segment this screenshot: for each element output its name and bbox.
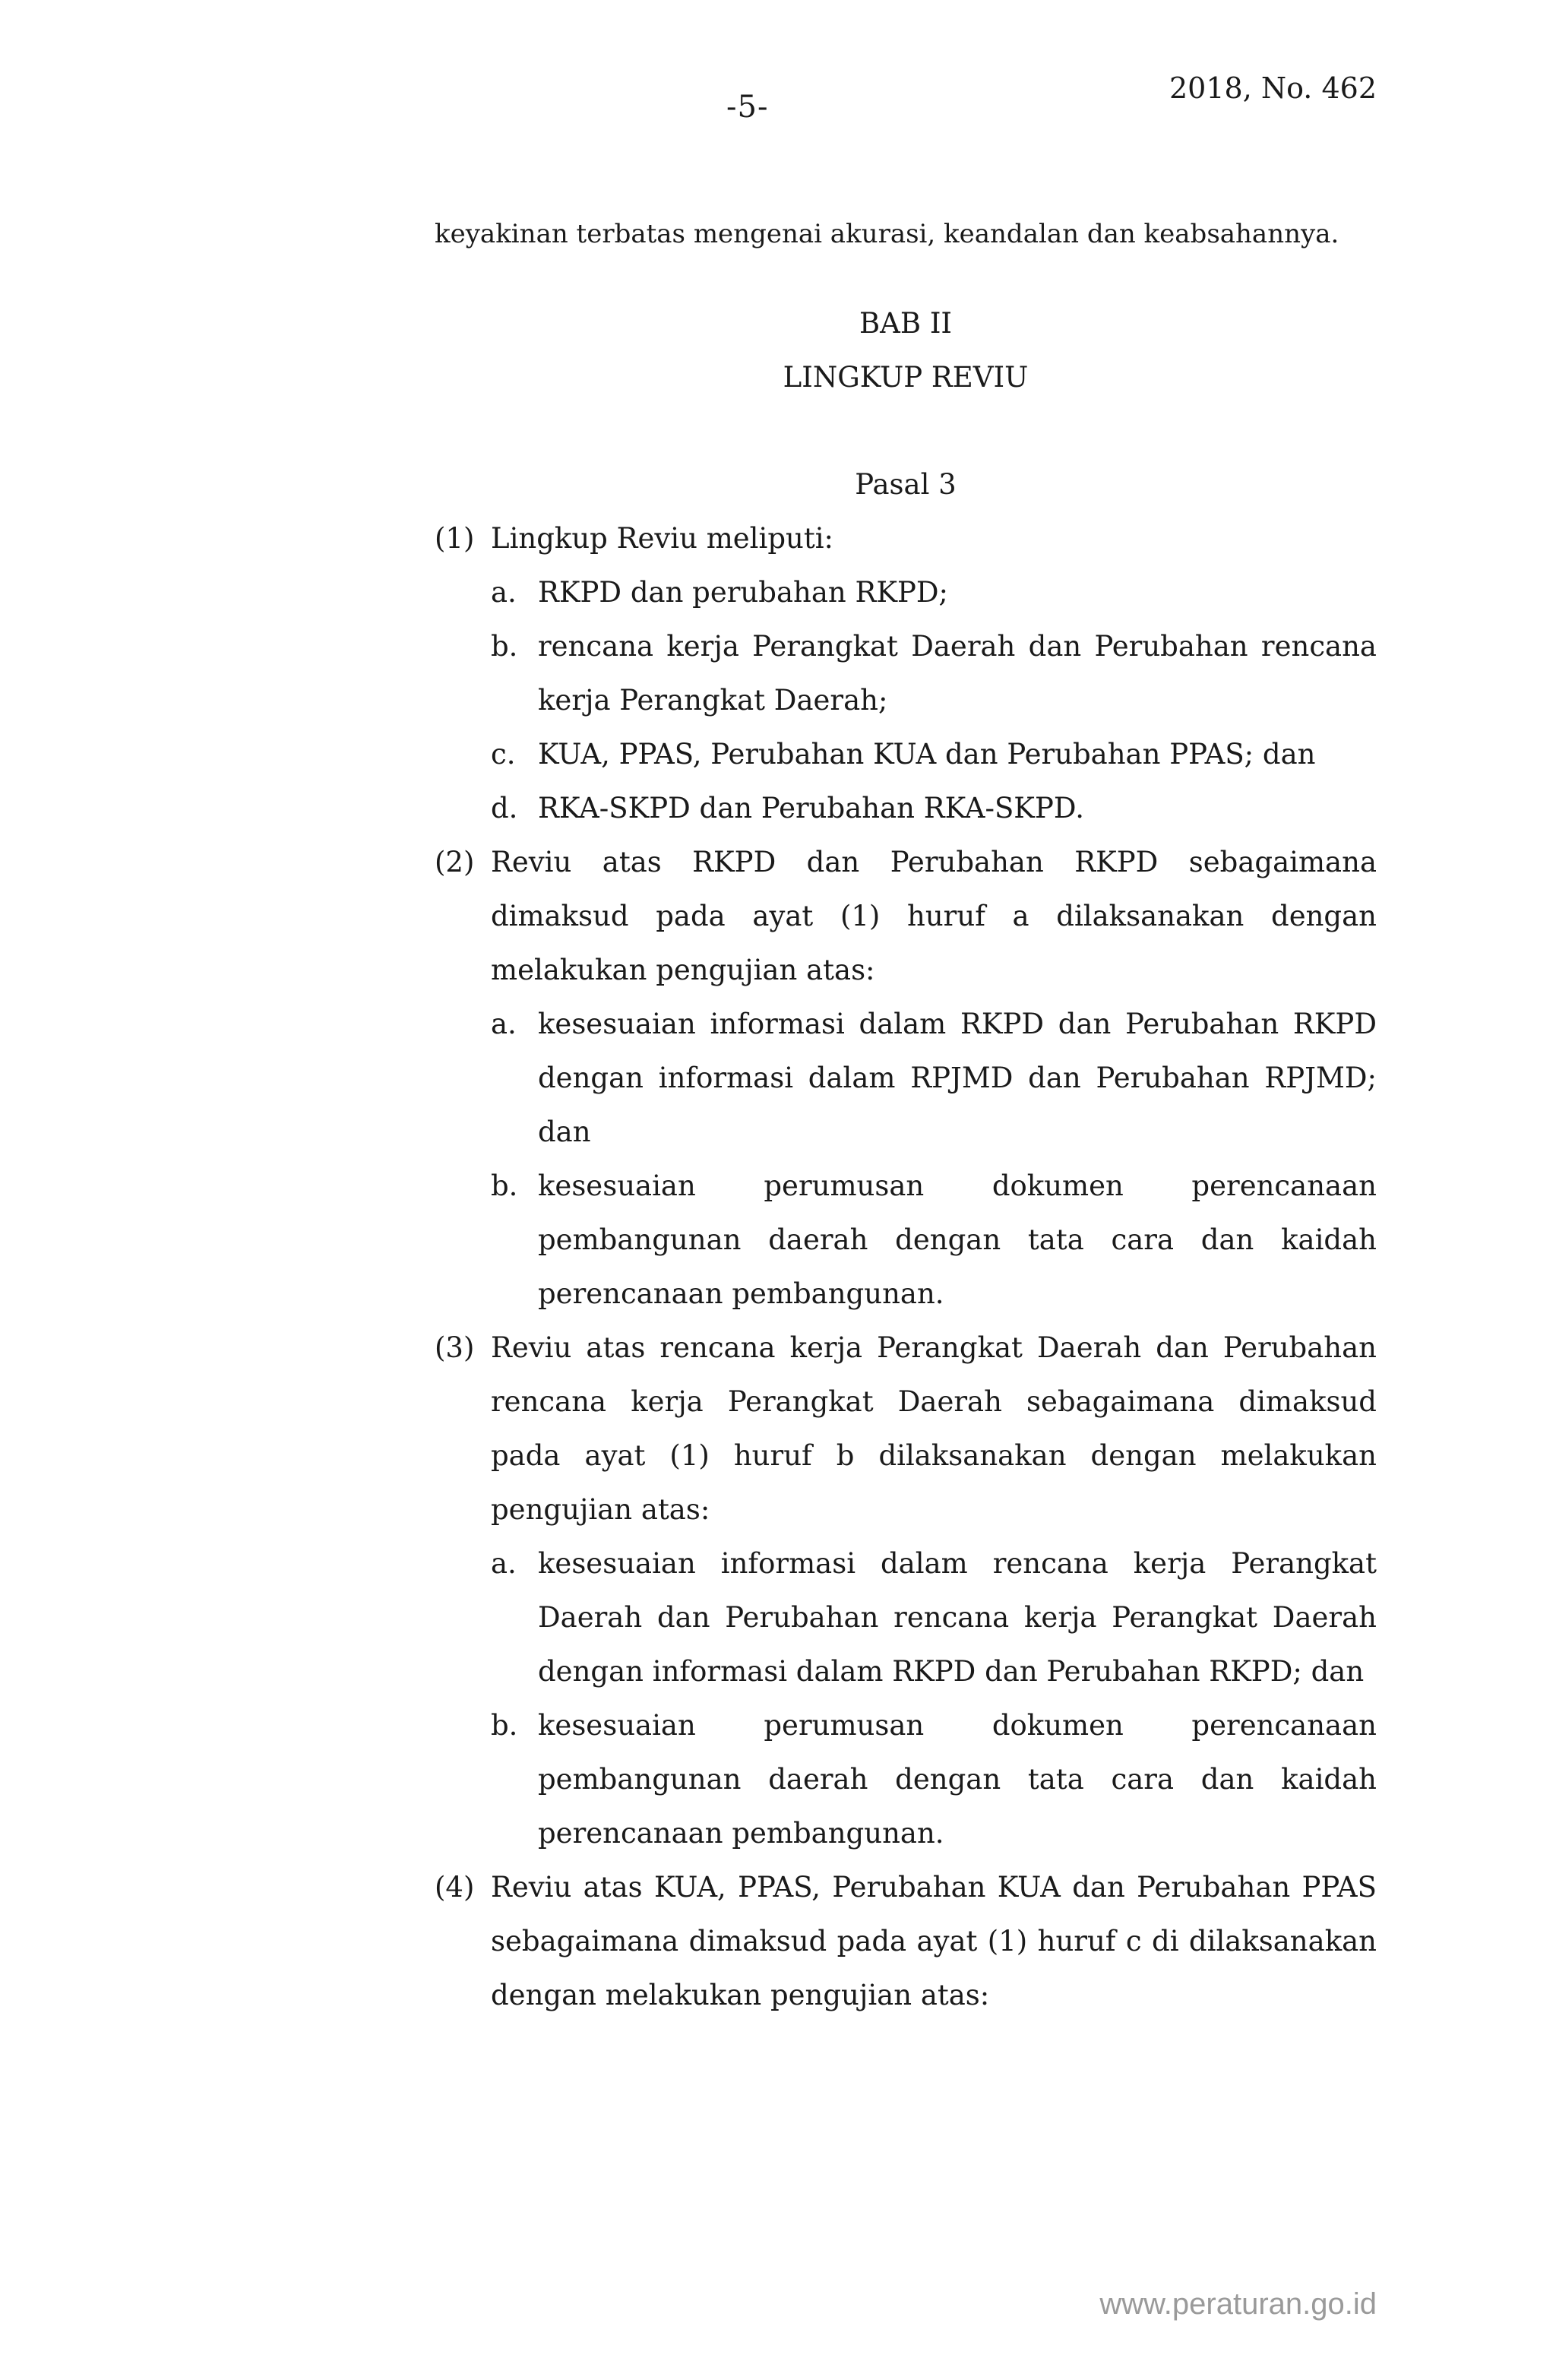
clause-number: (4) (435, 1871, 475, 1904)
clause-text: Reviu atas RKPD dan Perubahan RKPD sebagaimana dimaksud pada ayat (1) huruf a dilaksanakan dengan melakukan pengujian atas: (491, 846, 1377, 986)
clause-4 (435, 1860, 1377, 2022)
page-number: -5- (726, 90, 769, 125)
list-item (491, 1159, 1377, 1321)
item-letter: b. (491, 1709, 518, 1742)
item-text: rencana kerja Perangkat Daerah dan Perubahan rencana kerja Perangkat Daerah; (538, 630, 1377, 717)
item-text: kesesuaian informasi dalam RKPD dan Perubahan RKPD dengan informasi dalam RPJMD dan Perubahan RPJMD; dan (538, 1008, 1377, 1148)
item-letter: b. (491, 630, 518, 663)
item-letter: a. (491, 576, 517, 609)
clause-1 (435, 511, 1377, 835)
item-letter: d. (491, 792, 518, 824)
item-text: kesesuaian perumusan dokumen perencanaan pembangunan daerah dengan tata cara dan kaidah perencanaan pembangunan. (538, 1169, 1377, 1310)
clause-number: (1) (435, 522, 475, 555)
item-letter: a. (491, 1008, 517, 1040)
document-body (435, 210, 1377, 2022)
item-text: KUA, PPAS, Perubahan KUA dan Perubahan PPAS; dan (538, 738, 1316, 771)
list-item (491, 1537, 1377, 1698)
item-letter: b. (491, 1169, 518, 1202)
clause-2 (435, 835, 1377, 1321)
clause-number: (3) (435, 1331, 475, 1364)
footer-url: www.peraturan.go.id (1099, 2287, 1377, 2321)
clause-3 (435, 1321, 1377, 1860)
chapter-number: BAB II (859, 307, 953, 340)
item-letter: a. (491, 1547, 517, 1580)
article-title: Pasal 3 (855, 468, 957, 501)
list-item (491, 781, 1377, 835)
list-item (491, 565, 1377, 619)
list-item (491, 997, 1377, 1159)
list-item (491, 1698, 1377, 1860)
item-text: RKPD dan perubahan RKPD; (538, 576, 949, 609)
item-text: RKA-SKPD dan Perubahan RKA-SKPD. (538, 792, 1084, 824)
continuation-paragraph: keyakinan terbatas mengenai akurasi, keandalan dan keabsahannya. (435, 219, 1339, 249)
list-item (491, 727, 1377, 781)
item-text: kesesuaian perumusan dokumen perencanaan pembangunan daerah dengan tata cara dan kaidah perencanaan pembangunan. (538, 1709, 1377, 1850)
clause-text: Lingkup Reviu meliputi: (491, 522, 834, 555)
item-text: kesesuaian informasi dalam rencana kerja Perangkat Daerah dan Perubahan rencana kerja Perangkat Daerah dengan informasi dalam RKPD dan Perubahan RKPD; dan (538, 1547, 1377, 1688)
list-item (491, 619, 1377, 727)
document-reference: 2018, No. 462 (1169, 71, 1377, 105)
clause-text: Reviu atas rencana kerja Perangkat Daerah dan Perubahan rencana kerja Perangkat Daerah sebagaimana dimaksud pada ayat (1) huruf b dilaksanakan dengan melakukan pengujian atas: (491, 1331, 1377, 1526)
chapter-title: LINGKUP REVIU (783, 361, 1029, 394)
item-letter: c. (491, 738, 516, 771)
clause-number: (2) (435, 846, 475, 878)
clause-text: Reviu atas KUA, PPAS, Perubahan KUA dan Perubahan PPAS sebagaimana dimaksud pada ayat (1) huruf c di dilaksanakan dengan melakukan pengujian atas: (491, 1871, 1377, 2011)
